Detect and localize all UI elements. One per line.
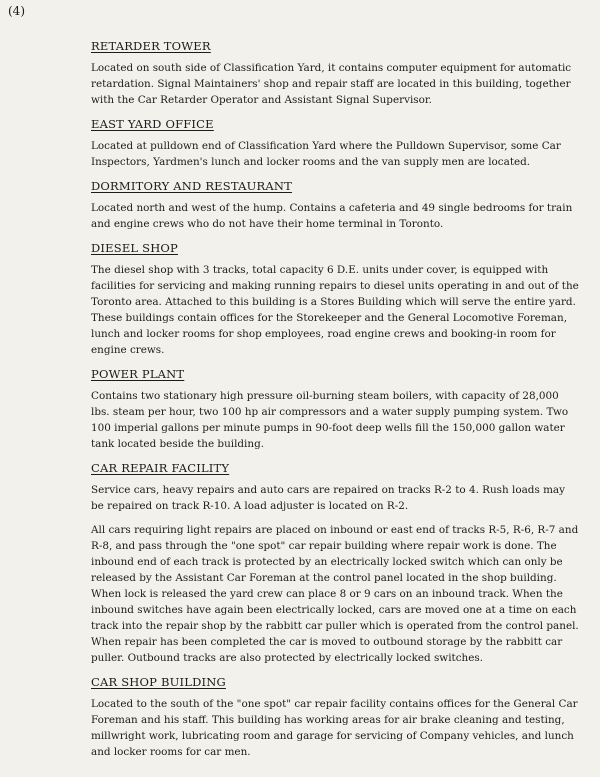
section-east-yard-office <box>91 116 580 170</box>
page-number: (4) <box>8 4 25 18</box>
section-heading: POWER PLANT <box>91 367 185 381</box>
section-paragraph: The diesel shop with 3 tracks, total capacity 6 D.E. units under cover, is equipped with facilities for servicing and making running repairs to diesel units operating in and out of the Toronto area. Attached to this building is a Stores Building which will serve the entire yard. These buildings contain offices for the Storekeeper and the General Locomotive Foreman, lunch and locker rooms for shop employees, road engine crews and booking-in room for engine crews. <box>91 264 579 356</box>
section-car-repair-facility <box>91 460 580 666</box>
section-paragraph: Located north and west of the hump. Contains a cafeteria and 49 single bedrooms for train and engine crews who do not have their home terminal in Toronto. <box>91 202 573 230</box>
section-paragraph: Service cars, heavy repairs and auto cars are repaired on tracks R-2 to 4. Rush loads may be repaired on track R-10. A load adjuster is located on R-2. <box>91 484 565 512</box>
section-paragraph: Contains two stationary high pressure oil-burning steam boilers, with capacity of 28,000 lbs. steam per hour, two 100 hp air compressors and a water supply pumping system. Two 100 imperial gallons per minute pumps in 90-foot deep wells fill the 150,000 gallon water tank located beside the building. <box>91 390 569 450</box>
document-body <box>91 38 580 768</box>
section-paragraph: All cars requiring light repairs are placed on inbound or east end of tracks R-5, R-6, R-7 and R-8, and pass through the "one spot" car repair building where repair work is done. The inbound end of each track is protected by an electrically locked switch which can only be released by the Assistant Car Foreman at the control panel located in the shop building. When lock is released the yard crew can place 8 or 9 cars on an inbound track. When the inbound switches have again been electrically locked, cars are moved one at a time on each track into the repair shop by the rabbitt car puller which is operated from the control panel. When repair has been completed the car is moved to outbound storage by the rabbitt car puller. Outbound tracks are also protected by electrically locked switches. <box>91 524 579 664</box>
section-retarder-tower <box>91 38 580 108</box>
section-heading: DORMITORY AND RESTAURANT <box>91 179 292 193</box>
section-diesel-shop <box>91 240 580 358</box>
section-power-plant <box>91 366 580 452</box>
section-heading: CAR SHOP BUILDING <box>91 675 226 689</box>
section-heading: RETARDER TOWER <box>91 39 211 53</box>
section-heading: CAR REPAIR FACILITY <box>91 461 230 475</box>
section-paragraph: Located at pulldown end of Classification Yard where the Pulldown Supervisor, some Car Inspectors, Yardmen's lunch and locker rooms and the van supply men are located. <box>91 140 561 168</box>
section-paragraph: Located to the south of the "one spot" car repair facility contains offices for the General Car Foreman and his staff. This building has working areas for air brake cleaning and testing, millwright work, lubricating room and garage for servicing of Company vehicles, and lunch and locker rooms for car men. <box>91 698 578 758</box>
section-car-shop-building <box>91 674 580 760</box>
section-heading: DIESEL SHOP <box>91 241 178 255</box>
section-paragraph: Located on south side of Classification Yard, it contains computer equipment for automatic retardation. Signal Maintainers' shop and repair staff are located in this building, together with the Car Retarder Operator and Assistant Signal Supervisor. <box>91 62 572 106</box>
section-dormitory-restaurant <box>91 178 580 232</box>
section-heading: EAST YARD OFFICE <box>91 117 214 131</box>
